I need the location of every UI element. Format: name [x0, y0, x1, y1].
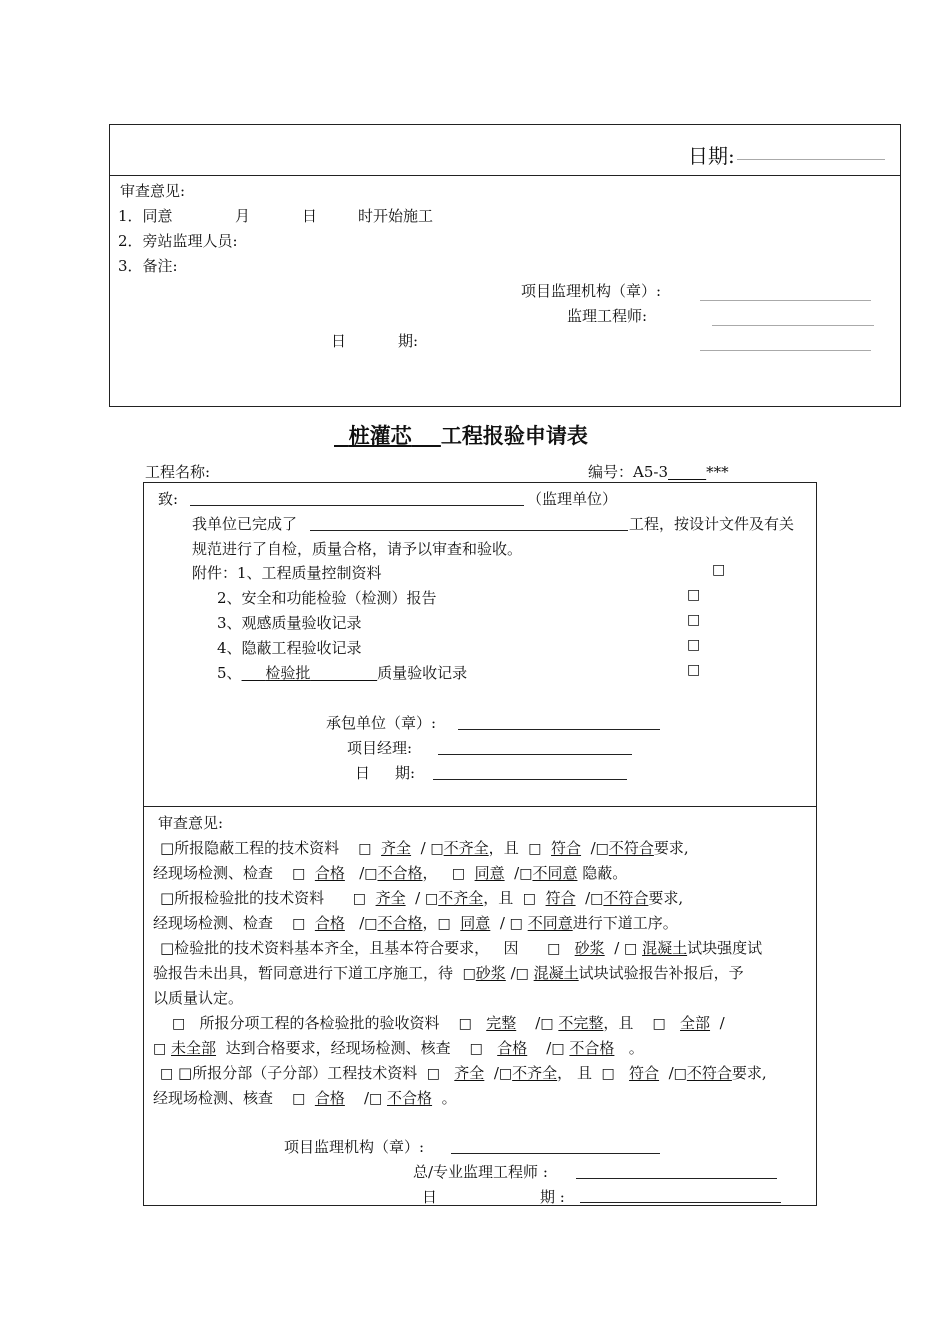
and-text: 且: [503, 839, 519, 857]
top-item-agree: 1．同意: [118, 207, 173, 225]
p3-text: □所报检验批的技术资料: [160, 889, 325, 907]
checkbox-icon[interactable]: □: [595, 841, 609, 857]
opt-disagree[interactable]: 不同意: [527, 914, 573, 932]
checkbox-icon[interactable]: □: [430, 841, 444, 857]
because-text: 因: [503, 939, 519, 957]
top-item-day: 日: [302, 207, 318, 225]
top-engineer-label: 监理工程师:: [567, 307, 648, 325]
checkbox-icon[interactable]: □: [369, 1091, 383, 1107]
checkbox-icon[interactable]: □: [540, 1016, 554, 1032]
and-text: 且: [618, 1014, 634, 1032]
opt-unqualified[interactable]: 不合格: [377, 864, 423, 882]
att5-suffix: 质量验收记录: [377, 664, 468, 682]
attachment-5-checkbox[interactable]: □: [687, 662, 701, 678]
opt-incomplete[interactable]: 不齐全: [512, 1064, 558, 1082]
completed-prefix: 我单位已完成了: [192, 515, 298, 533]
attachment-3-checkbox[interactable]: □: [687, 612, 701, 628]
top-date2-line: [700, 350, 871, 351]
form-date-ri: 日: [355, 764, 371, 782]
to-line: [190, 505, 524, 506]
opt-mortar[interactable]: 砂浆: [574, 939, 605, 957]
attachment-4: 4、隐蔽工程验收记录: [217, 639, 362, 657]
pm-label: 项目经理:: [347, 739, 413, 757]
opt-complete[interactable]: 齐全: [381, 839, 412, 857]
review-line-2: 经现场检测、检查 □ 合格 /□不合格， □ 同意 /□不同意 隐蔽。: [153, 864, 628, 882]
checkbox-icon[interactable]: □: [462, 966, 476, 982]
requirement-text: 要求,: [648, 889, 684, 907]
review-line-10: □ □所报分部（子分部）工程技术资料 □ 齐全 /□不齐全， 且 □ 符合 /□不符合要求,: [160, 1064, 767, 1082]
top-date-ri: 日: [331, 332, 347, 350]
checkbox-icon[interactable]: □: [528, 841, 542, 857]
review-line-1: □所报隐蔽工程的技术资料 □ 齐全 / □不齐全，且 □ 符合 /□不符合要求,: [160, 839, 689, 857]
top-review-box: [109, 124, 901, 407]
attachment-1: 附件：1、工程质量控制资料: [192, 564, 382, 582]
top-date-line: [737, 159, 885, 160]
top-item-month: 月: [235, 207, 251, 225]
opt-nonconform[interactable]: 不符合: [603, 889, 649, 907]
top-item-start: 时开始施工: [358, 207, 434, 225]
review-date-qi: 期 :: [540, 1188, 565, 1206]
top-item-staff: 2．旁站监理人员:: [118, 232, 238, 250]
opt-all[interactable]: 全部: [680, 1014, 711, 1032]
attachment-2: 2、安全和功能检验（检测）报告: [217, 589, 437, 607]
top-box-divider: [109, 175, 901, 176]
top-review-title: 审查意见:: [120, 182, 186, 200]
number-suffix: ***: [706, 463, 729, 481]
checkbox-icon[interactable]: □: [590, 891, 604, 907]
project-name-label: 工程名称:: [145, 463, 211, 481]
review-date-line: [580, 1202, 781, 1203]
top-item-notes: 3．备注:: [118, 257, 178, 275]
attachment-2-checkbox[interactable]: □: [687, 587, 701, 603]
contractor-label: 承包单位（章）:: [326, 714, 437, 732]
checkbox-icon[interactable]: □: [358, 841, 372, 857]
opt-whole[interactable]: 完整: [486, 1014, 517, 1032]
checkbox-icon[interactable]: □: [292, 866, 306, 882]
opt-conform[interactable]: 符合: [551, 839, 582, 857]
form-date-qi: 期:: [395, 764, 416, 782]
checkbox-icon[interactable]: □: [172, 1016, 186, 1032]
checkbox-icon[interactable]: □: [519, 866, 533, 882]
opt-qualified[interactable]: 合格: [497, 1039, 528, 1057]
opt-qualified[interactable]: 合格: [314, 914, 345, 932]
attachment-3: 3、观感质量验收记录: [217, 614, 362, 632]
review-line-11: 经现场检测、核查 □ 合格 /□ 不合格 。: [153, 1089, 457, 1107]
top-org-label: 项目监理机构（章）:: [521, 282, 662, 300]
opt-qualified[interactable]: 合格: [314, 864, 345, 882]
requirement-text: 要求,: [731, 1064, 767, 1082]
title-fill: 桩灌芯: [348, 423, 412, 448]
completed-line2: 规范进行了自检，质量合格，请予以审查和验收。: [192, 540, 523, 558]
opt-complete[interactable]: 齐全: [375, 889, 406, 907]
checkbox-icon[interactable]: □: [498, 1066, 513, 1082]
next-step: 进行下道工序。: [572, 914, 678, 932]
opt-conform[interactable]: 符合: [629, 1064, 660, 1082]
checkbox-icon[interactable]: □: [424, 891, 439, 907]
checkbox-icon[interactable]: □: [153, 1041, 167, 1057]
checkbox-icon[interactable]: □: [509, 916, 523, 932]
opt-qualified[interactable]: 合格: [314, 1089, 345, 1107]
p5-text: □检验批的技术资料基本齐全，且基本符合要求，: [160, 939, 490, 957]
opt-concrete[interactable]: 混凝土: [533, 964, 579, 982]
hidden-end: 隐蔽。: [582, 864, 628, 882]
top-date-qi: 期:: [398, 332, 419, 350]
checkbox-icon[interactable]: □: [292, 1091, 306, 1107]
checkbox-icon[interactable]: □: [352, 891, 367, 907]
checkbox-icon[interactable]: □: [160, 1066, 174, 1082]
review-line-3: □所报检验批的技术资料 □ 齐全 / □不齐全，且 □ 符合 /□不符合要求,: [160, 889, 684, 907]
opt-complete[interactable]: 齐全: [454, 1064, 485, 1082]
p6c-text: 试块试验报告补报后，予: [578, 964, 744, 982]
to-label: 致:: [158, 490, 179, 508]
and-text: 且: [498, 889, 514, 907]
opt-disagree[interactable]: 不同意: [532, 864, 578, 882]
p8-text: 所报分项工程的各检验批的验收资料: [199, 1014, 440, 1032]
and-text: 且: [576, 1064, 592, 1082]
review-line-8: □ 所报分项工程的各检验批的验收资料 □ 完整 /□ 不完整，且 □ 全部 /: [172, 1014, 725, 1032]
opt-concrete[interactable]: 混凝土: [642, 939, 688, 957]
opt-incomplete[interactable]: 不齐全: [438, 889, 484, 907]
checkbox-icon[interactable]: □: [522, 891, 537, 907]
opt-notall[interactable]: 未全部: [171, 1039, 217, 1057]
title-rest: 工程报验申请表: [440, 423, 588, 448]
opt-conform[interactable]: 符合: [545, 889, 576, 907]
checkbox-icon[interactable]: □: [673, 1066, 687, 1082]
p9-text: 达到合格要求，经现场检测、核查: [225, 1039, 451, 1057]
attachment-1-checkbox[interactable]: □: [712, 562, 726, 578]
review-line-7: 以质量认定。: [153, 989, 244, 1007]
period-text: 。: [628, 1039, 644, 1057]
checkbox-icon[interactable]: □: [437, 916, 451, 932]
opt-nonconform[interactable]: 不符合: [608, 839, 654, 857]
form-number: [588, 461, 729, 482]
pm-line: [438, 754, 632, 755]
opt-nonconform[interactable]: 不符合: [686, 1064, 732, 1082]
number-label: 编号：A5-3: [588, 463, 668, 481]
checkbox-icon[interactable]: □: [515, 966, 529, 982]
checkbox-icon[interactable]: □: [364, 916, 378, 932]
checkbox-icon[interactable]: □: [364, 866, 378, 882]
p6-text: 验报告未出具，暂同意进行下道工序施工，待: [153, 964, 454, 982]
review-line-9: □ 未全部 达到合格要求，经现场检测、核查 □ 合格 /□ 不合格 。: [153, 1039, 644, 1057]
completed-line: [310, 530, 628, 531]
att5-prefix: 5、: [217, 664, 242, 682]
checkbox-icon[interactable]: □: [601, 1066, 615, 1082]
p11-text: 经现场检测、核查: [153, 1089, 274, 1107]
review-org-line: [451, 1153, 660, 1154]
top-org-line: [700, 300, 871, 301]
checkbox-icon[interactable]: □: [652, 1016, 666, 1032]
form-title: [334, 420, 588, 450]
opt-incomplete[interactable]: 不齐全: [443, 839, 489, 857]
opt-agree[interactable]: 同意: [460, 914, 491, 932]
form-divider: [143, 806, 817, 807]
checkbox-icon[interactable]: □: [451, 866, 466, 882]
opt-notwhole[interactable]: 不完整: [558, 1014, 604, 1032]
requirement-text: 要求,: [653, 839, 689, 857]
checkbox-icon[interactable]: □: [624, 941, 638, 957]
checkbox-icon[interactable]: □: [426, 1066, 440, 1082]
attachment-5: [217, 662, 467, 683]
supervisor-unit: （监理单位）: [527, 490, 618, 508]
checkbox-icon[interactable]: □: [292, 916, 306, 932]
review-org-label: 项目监理机构（章）:: [284, 1138, 425, 1156]
contractor-line: [458, 729, 660, 730]
review-line-6: 验报告未出具，暂同意进行下道工序施工，待 □砂浆 /□ 混凝土试块试验报告补报后，予: [153, 964, 744, 982]
p10-text: □所报分部（子分部）工程技术资料: [178, 1064, 418, 1082]
checkbox-icon[interactable]: □: [469, 1041, 483, 1057]
period-text: 。: [441, 1089, 457, 1107]
p2-text: 经现场检测、检查: [153, 864, 274, 882]
review-chief-label: 总/专业监理工程师 :: [413, 1163, 548, 1181]
review-title: 审查意见:: [158, 814, 224, 832]
review-line-5: □检验批的技术资料基本齐全，且基本符合要求， 因 □ 砂浆 / □ 混凝土试块强度试: [160, 939, 763, 957]
top-date-label: 日期:: [688, 144, 735, 168]
checkbox-icon[interactable]: □: [458, 1016, 472, 1032]
opt-unqualified[interactable]: 不合格: [569, 1039, 615, 1057]
p4-text: 经现场检测、检查: [153, 914, 274, 932]
opt-agree[interactable]: 同意: [474, 864, 505, 882]
attachment-4-checkbox[interactable]: □: [687, 637, 701, 653]
review-date-ri: 日: [422, 1188, 438, 1206]
review-chief-line: [576, 1178, 777, 1179]
opt-unqualified[interactable]: 不合格: [377, 914, 423, 932]
form-date-line: [433, 779, 627, 780]
strength-text: 试块强度试: [687, 939, 763, 957]
opt-mortar[interactable]: 砂浆: [475, 964, 506, 982]
p1-text: □所报隐蔽工程的技术资料: [160, 839, 340, 857]
checkbox-icon[interactable]: □: [547, 941, 561, 957]
att5-fill: 检验批: [265, 664, 311, 682]
review-line-4: 经现场检测、检查 □ 合格 /□不合格，□ 同意 / □ 不同意进行下道工序。: [153, 914, 678, 932]
opt-unqualified[interactable]: 不合格: [387, 1089, 433, 1107]
top-engineer-line: [712, 325, 874, 326]
completed-suffix: 工程，按设计文件及有关: [629, 515, 795, 533]
checkbox-icon[interactable]: □: [551, 1041, 565, 1057]
